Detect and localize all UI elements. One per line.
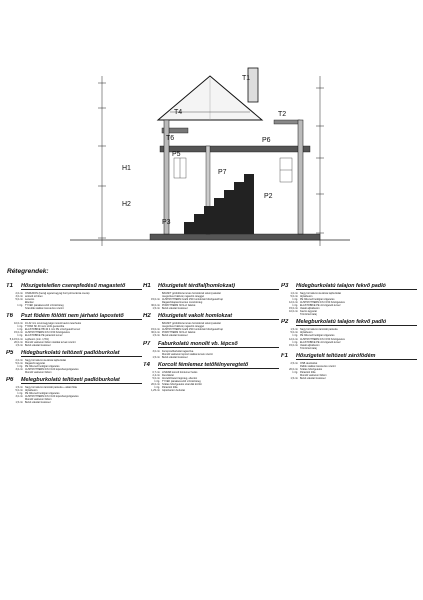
layer-description: PE fólia technológiai szigetelés	[25, 391, 60, 395]
layer-description: Aljzatbeton	[300, 295, 313, 299]
layer-description: Párazáró fólia	[162, 385, 178, 389]
layer-description: ELASTOBIKE PE vízszigetelő lemez	[300, 340, 341, 344]
layer-thickness: 1 rtg.	[154, 379, 160, 383]
layer-thickness: 10,0 cm	[289, 310, 298, 314]
layer-thickness: 15,0 cm	[289, 343, 298, 347]
layer-block	[6, 350, 142, 374]
layer-thickness: 5,0 cm	[15, 388, 23, 392]
layer-description: Párazáró fólia	[300, 370, 316, 374]
label-p2: P2	[264, 193, 273, 200]
layer-row	[143, 356, 279, 359]
layer-description: AUSTROTHERM AT-N 150 hőszigetelés	[300, 301, 345, 305]
label-h2: H2	[122, 201, 131, 208]
layer-description: Ellenléc	[25, 301, 34, 305]
layer-description: Ragasztó ágyazat	[25, 361, 46, 365]
layer-thickness: 5,0 cm	[290, 331, 298, 335]
layer-name: Melegburkolatú talajon fekvő padló	[296, 319, 417, 326]
layer-thickness: 2,0 cm	[15, 358, 23, 362]
layer-description: Vasalt aljzatbeton	[300, 343, 320, 347]
layer-description: AUSTROTHERM AT-N 100 lépéshangszigetelés	[25, 367, 79, 371]
layer-block	[281, 353, 417, 380]
layer-description: Átszellőztetett légréteg, ellenléc	[162, 376, 198, 380]
layer-thickness	[281, 347, 300, 350]
layer-thickness: 1 rtg.	[17, 334, 23, 338]
right-outer-wall	[298, 120, 303, 234]
layer-description: AUSTROTHERM AT-N 150 hőszigetelés	[300, 337, 345, 341]
layer-code: P5	[6, 349, 14, 356]
layer-name: Hidegburkolatú teltözeti padlóburkolat	[21, 350, 142, 357]
layer-thickness: 1,5 cm	[15, 401, 23, 405]
layer-description: Aljzatbeton	[300, 331, 313, 335]
building-section-drawing	[10, 8, 413, 260]
layer-thickness: 3,0 cm	[15, 395, 23, 399]
layer-block	[143, 313, 279, 337]
layer-heading	[143, 362, 279, 369]
layer-name: Korcolt fémlemez tetőfélnyeregtető	[158, 362, 279, 369]
layer-description: Belső vakolat festéssel	[162, 307, 188, 311]
layer-description: Monolit vasbeton födém statikai tervek szerint	[25, 340, 76, 344]
layer-description: Monolit vasbeton födém	[300, 373, 327, 377]
layer-block	[281, 319, 417, 349]
layer-description: BAUMIT gördülőszemcsés homlokzati vékonyvakolat	[162, 322, 221, 326]
layer-code: P3	[281, 283, 289, 289]
layer-description: PE fólia technológiai szigetelés	[300, 298, 335, 302]
label-t2: T2	[278, 111, 287, 118]
layer-block	[6, 377, 142, 404]
layer-row	[143, 389, 279, 392]
layer-heading	[143, 341, 279, 348]
layer-row	[6, 401, 142, 404]
layer-thickness: 1 rtg.	[17, 304, 23, 308]
layer-name: Faburkolatú monolit vb. lépcső	[158, 341, 279, 348]
layer-thickness: 2,4 cm	[152, 373, 160, 377]
layer-description: antracit színben	[25, 295, 43, 299]
layer-thickness: 1,5 cm	[15, 343, 23, 347]
layer-description: Belső vakolat festéssel	[25, 401, 51, 405]
layer-heading	[281, 283, 417, 290]
layer-row	[143, 334, 279, 337]
layer-description: Nagy formátumú kerámia lapburkolat	[25, 358, 66, 362]
layer-block	[6, 313, 142, 346]
layer-description: PE fólia technológiai szigetelés	[300, 334, 335, 338]
layer-description: OSB deszkázat	[300, 361, 318, 365]
layer-row	[143, 307, 279, 310]
layer-code: H1	[143, 283, 151, 289]
legend-title: Rétegrendek:	[7, 268, 49, 275]
layer-code: T4	[143, 361, 151, 368]
layer-description: Nagy formátumú kerámia lapburkolat	[300, 292, 341, 295]
layer-thickness: 20,0 cm	[289, 367, 298, 371]
layer-thickness: 2,5 cm	[290, 361, 298, 365]
layer-name: Melegburkolatú teltözeti padlóburkolat	[21, 377, 142, 384]
upper-floor-slab	[160, 146, 310, 152]
layer-description: 16-32 mm szemnagyságú mosott kavics leterhelés	[25, 322, 82, 326]
layer-row	[6, 371, 142, 374]
layer-description: AUSTROTHERM Grafit 150 homlokzati hőszigetelő lap	[162, 298, 223, 302]
layer-description: POROTHERM 30 N+F falazat	[162, 304, 196, 308]
layer-description: POROTHERM 30 N+F falazat	[162, 331, 196, 335]
layer-description: üvegszövet hálóval, ragasztó réteggel	[162, 325, 204, 329]
chimney	[248, 68, 258, 102]
layer-thickness: 1,5 cm	[290, 376, 298, 380]
layer-description: Fa lépcsőburkolat ragasztva	[162, 349, 194, 353]
layer-thickness: 30,0 cm	[151, 331, 160, 335]
layer-thickness: 1,25 cm	[151, 388, 160, 392]
layer-description: üvegszövet hálóval, ragasztó réteggel	[162, 295, 204, 299]
layer-thickness: 3,0 cm	[15, 295, 23, 299]
layer-thickness: 1 rtg.	[292, 334, 298, 338]
layer-description: Monolit vasbeton födém	[25, 370, 52, 374]
layer-thickness: 3,0 cm	[15, 367, 23, 371]
layer-thickness: 30,0 cm	[151, 304, 160, 308]
layer-description: Gipszkarton burkolat	[162, 388, 185, 392]
layer-description: TYVEK páraáteresztő vízzáróréteg	[25, 304, 64, 308]
layer-thickness: 1,5 cm	[290, 328, 298, 332]
label-p5: P5	[172, 151, 181, 158]
layer-code: T6	[6, 313, 14, 320]
layer-block	[281, 283, 417, 316]
legend-column-3	[281, 283, 417, 383]
layer-thickness	[281, 313, 300, 316]
layer-thickness: 1 rtg.	[17, 391, 23, 395]
layer-thickness: 15,0 cm	[14, 331, 23, 335]
layer-block	[143, 362, 279, 392]
layer-thickness: 10,0 cm	[14, 322, 23, 326]
layer-thickness: 15,0 cm	[289, 307, 298, 311]
layer-heading	[6, 350, 142, 357]
label-t1: T1	[242, 75, 251, 82]
layer-heading	[143, 313, 279, 320]
layer-description: Monolit vasbeton födém	[25, 398, 52, 402]
layer-description: ELASTOBIKE HB 40 4 mm PE vízszigetelő lemez	[25, 328, 81, 332]
legend-column-1	[6, 283, 142, 407]
layer-description: AUSTROTHERM AT-N 100 lépéshangszigetelés	[25, 395, 79, 399]
layer-description: Tömörített talaj	[300, 313, 317, 317]
layer-description: Tömörített talaj	[300, 346, 317, 350]
label-h1: H1	[122, 165, 131, 172]
layer-description: Belső vakolat festéssel	[25, 343, 51, 347]
layer-thickness: 20,0 cm	[14, 340, 23, 344]
layer-block	[6, 283, 142, 310]
layer-thickness: 12,0 cm	[289, 301, 298, 305]
layer-code: P6	[6, 376, 14, 383]
layer-thickness	[6, 307, 25, 310]
layer-description: Belső vakolat festéssel	[162, 355, 188, 359]
layer-thickness: 5,0 cm	[15, 361, 23, 365]
layer-heading	[6, 283, 142, 290]
layer-description: Monolit vasbeton lépcső statikai tervek szerint	[162, 352, 213, 356]
layer-heading	[143, 283, 279, 290]
layer-thickness: 1 rtg.	[292, 370, 298, 374]
layer-thickness: 15,0 cm	[151, 328, 160, 332]
layer-row	[6, 307, 142, 310]
layer-block	[143, 283, 279, 310]
label-p6: P6	[262, 137, 271, 144]
layer-row	[6, 344, 142, 347]
staircase	[184, 174, 254, 234]
layer-row	[281, 347, 417, 350]
layer-code: F1	[281, 352, 289, 359]
layer-heading	[6, 313, 142, 320]
layer-thickness: 1 rtg.	[154, 385, 160, 389]
layer-description: Kavics ágyazat	[300, 310, 317, 314]
layer-heading	[281, 353, 417, 360]
layer-description: Deszkázat	[162, 373, 174, 377]
layer-thickness: 1 rtg.	[17, 328, 23, 332]
layer-description: Szarufák statikai méretezés szerint	[25, 307, 64, 311]
layer-row	[281, 313, 417, 316]
layer-thickness: 1 rtg.	[17, 364, 23, 368]
layer-thickness: 1,5 cm	[152, 355, 160, 359]
layer-description: LINDAB korcolt fémlemez fedés	[162, 370, 198, 374]
layer-thickness: 1 rtg.	[292, 340, 298, 344]
layer-thickness: 5,0 cm	[152, 376, 160, 380]
layer-description: AUSTROTHERM AT-N 150 hőszigetelés	[25, 331, 70, 335]
ground-floor-slab	[150, 234, 320, 240]
layer-name: Hőszigeteletlen cserepfedésű magastető	[21, 283, 142, 290]
layer-description: ONDURON (bezaj) égetett agyag hornyolt kerámia cserép	[25, 292, 90, 295]
layer-description: ELASTOBIKE PE vízszigetelő lemez	[300, 304, 341, 308]
layer-name: Hőszigetelt térdfal(homlokzat)	[158, 283, 279, 290]
layer-thickness: 20,0 cm	[151, 382, 160, 386]
layer-name: Hidegburkolatú talajon fekvő padló	[296, 283, 417, 290]
layer-thickness: 1,5 cm	[15, 385, 23, 389]
layer-thickness: 1 rtg.	[17, 325, 23, 329]
layer-thickness: 1,5 cm	[152, 307, 160, 311]
layer-description: PE fólia technológiai szigetelés	[25, 364, 60, 368]
layer-description: Szálas hőszigetelés szarufák között	[162, 382, 202, 386]
layer-thickness: 1 rtg.	[292, 298, 298, 302]
layer-code: H2	[143, 313, 151, 320]
layer-description: ELASTOBIKE PE párazáró lemez	[25, 334, 63, 338]
layer-heading	[6, 377, 142, 384]
layer-code: P7	[143, 340, 151, 347]
layer-thickness: 15,0 cm	[151, 298, 160, 302]
layer-description: Aljzatbeton	[25, 388, 38, 392]
layer-description: Szálas hőszigetelés	[300, 367, 323, 371]
layer-name: Hőszigetelt vakolt homlokzat	[158, 313, 279, 320]
layer-description: Lécezés	[25, 298, 35, 302]
layer-thickness: 0,7 cm	[152, 370, 160, 374]
layer-block	[143, 341, 279, 359]
layer-thickness: 1,5 cm	[152, 334, 160, 338]
layer-row	[281, 377, 417, 380]
label-t4: T4	[174, 109, 183, 116]
legend-column-2	[143, 283, 279, 395]
layer-thickness: 3,0 cm	[152, 349, 160, 353]
layer-description: Vasalt aljzatbeton	[300, 307, 320, 311]
layer-description: Ragasztótapaszmentes csúszóréteg	[162, 301, 203, 305]
layer-description: Pallók statikai méretezés szerint	[300, 364, 336, 368]
label-p7: P7	[218, 169, 227, 176]
layer-description: Belső vakolat festéssel	[162, 334, 188, 338]
layer-thickness: 1 rtg.	[292, 304, 298, 308]
layer-description: Lejtbeton (min. 1,5%)	[25, 337, 49, 341]
label-t6: T6	[166, 135, 175, 142]
layer-thickness: 5,0-15,0 cm	[9, 337, 23, 341]
layer-name: Pszt födém fölötti nem járható lapostető	[21, 313, 142, 320]
layer-thickness: 12,0 cm	[289, 337, 298, 341]
layer-description: TYPAR SF 40 nem szőtt geotextília	[25, 325, 65, 329]
windows	[174, 158, 292, 182]
layer-name: Hőszigetelt teltözeti zárófödém	[296, 353, 417, 360]
layer-thickness: 1,0 cm	[290, 292, 298, 295]
layer-thickness: 5,0 cm	[15, 298, 23, 302]
layer-description: TYVEK páraáteresztő vízzáróréteg	[162, 379, 201, 383]
layer-heading	[281, 319, 417, 326]
layer-description: BAUMIT gördülőszemcsés homlokzati vékonyvakolat	[162, 292, 221, 295]
layer-thickness: 5,0 cm	[290, 295, 298, 299]
layer-thickness: 2,0 cm	[15, 292, 23, 295]
layer-code: P2	[281, 319, 289, 326]
layer-code: T1	[6, 283, 14, 289]
layer-description: Nagy formátumú laminált parketta	[300, 328, 338, 332]
right-flat-roof	[274, 120, 300, 124]
label-p3: P3	[162, 219, 171, 226]
layer-thickness	[6, 371, 25, 374]
layer-description: AUSTROTHERM Grafit 150 homlokzati hőszigetelő lap	[162, 328, 223, 332]
layer-description: Nagy formátumú laminált parketta + alátét fólia	[25, 385, 77, 389]
layer-description: Belső vakolat festéssel	[300, 376, 326, 380]
